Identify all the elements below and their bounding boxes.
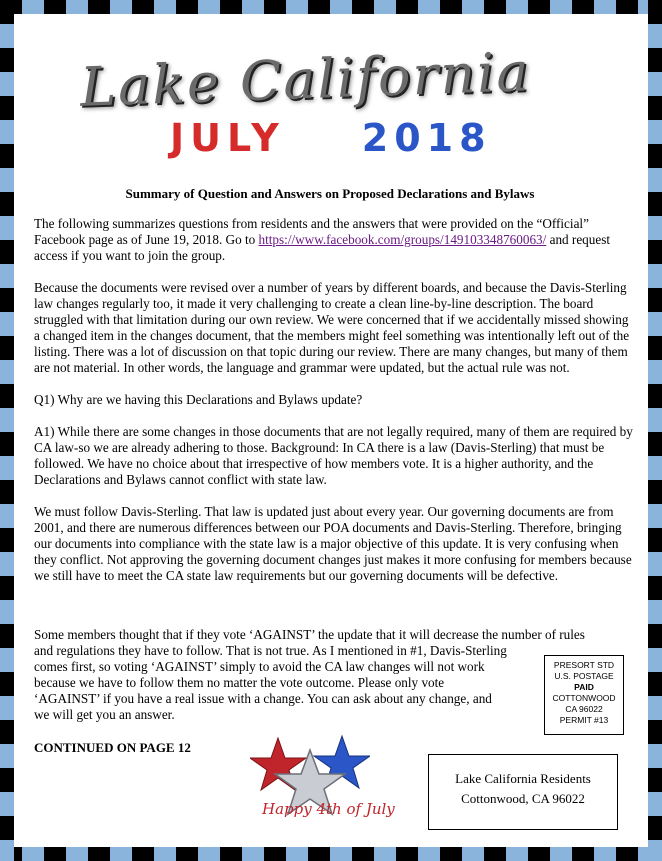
postage-indicia xyxy=(544,655,624,735)
address-line-1: Lake California Residents xyxy=(455,771,591,786)
mailing-address xyxy=(428,754,618,830)
text-line: ‘AGAINST’ if you have a real issue with a change. You can ask about any change, and xyxy=(34,691,492,706)
intro-text-before: The following summarizes questions from residents and the answers that were provided on the “Official” Facebook page as of June 19, 2018. Go to xyxy=(34,216,589,247)
newsletter-title: Lake California xyxy=(79,40,532,119)
address-line-2: Cottonwood, CA 96022 xyxy=(461,791,585,806)
postage-paid: PAID xyxy=(574,682,594,692)
postage-line: COTTONWOOD xyxy=(552,693,616,703)
issue-date xyxy=(170,116,492,160)
issue-month: JULY xyxy=(170,116,285,160)
stars-icon xyxy=(250,728,370,838)
masthead xyxy=(30,30,630,160)
postage-line: PRESORT STD xyxy=(553,660,615,670)
border-top xyxy=(0,0,662,14)
postage-line: U.S. POSTAGE xyxy=(554,671,614,681)
text-line: Some members thought that if they vote ‘AGAINST’ the update that it will decrease the number of rules xyxy=(34,627,585,642)
paragraph-davis-sterling: We must follow Davis-Sterling. That law is updated just about every year. Our governing documents are from 2001, and there are numerous differences between our POA documents and Davis-Sterling. Therefore, bringing our documents into compliance with the state law is a major objective of this update. It is very confusing when they conflict. Not approving the governing document changes just makes it more confusing for members because we still have to meet the CA state law requirements but our governing documents will be defective. xyxy=(34,504,632,583)
text-line: and regulations they have to follow. That is not true. As I mentioned in #1, Davis-Sterling xyxy=(34,643,507,658)
facebook-group-link[interactable]: https://www.facebook.com/groups/149103348760063/ xyxy=(258,232,547,247)
question-1: Q1) Why are we having this Declarations and Bylaws update? xyxy=(34,392,363,407)
qa-block-1 xyxy=(34,392,634,488)
paragraph-background: Because the documents were revised over a number of years by different boards, and because the Davis-Sterling law changes regularly too, it made it very challenging to create a clean line-by-line description. The board struggled with that limitation during our own review. We were concerned that if we accidentally missed showing a changed item in the changes document, that the members might feel something was intentionally left out of the listing. There was a lot of discussion on that topic during our review. There are many changes, but many of them are not material. In other words, the language and grammar were updated, but the actual rule was not. xyxy=(34,280,630,375)
border-left xyxy=(0,0,14,861)
holiday-greeting: Happy 4th of July xyxy=(262,800,395,818)
border-bottom xyxy=(0,847,662,861)
article-body xyxy=(34,216,634,600)
article-heading: Summary of Question and Answers on Proposed Declarations and Bylaws xyxy=(125,186,535,201)
text-line: comes first, so voting ‘AGAINST’ simply to avoid the CA law changes will not work xyxy=(34,659,485,674)
postage-line: CA 96022 xyxy=(565,704,603,714)
intro-text-after: and request access if you want to join the group. xyxy=(34,232,611,263)
postage-permit: PERMIT #13 xyxy=(559,715,609,725)
text-line: we will get you an answer. xyxy=(34,707,175,722)
issue-year: 2018 xyxy=(361,116,492,160)
text-line: because we have to follow them no matter the vote outcome. Please only vote xyxy=(34,675,445,690)
continued-notice: CONTINUED ON PAGE 12 xyxy=(34,740,191,755)
border-right xyxy=(648,0,662,861)
intro-paragraph xyxy=(34,216,634,264)
answer-1: A1) While there are some changes in those documents that are not legally required, many of them are required by CA law-so we are already adhering to those. Background: In CA there is a law (Davis-Sterling) that must be followed. We have no choice about that irrespective of how members vote. It is a higher authority, and the Declarations and Bylaws cannot conflict with state law. xyxy=(34,424,633,487)
